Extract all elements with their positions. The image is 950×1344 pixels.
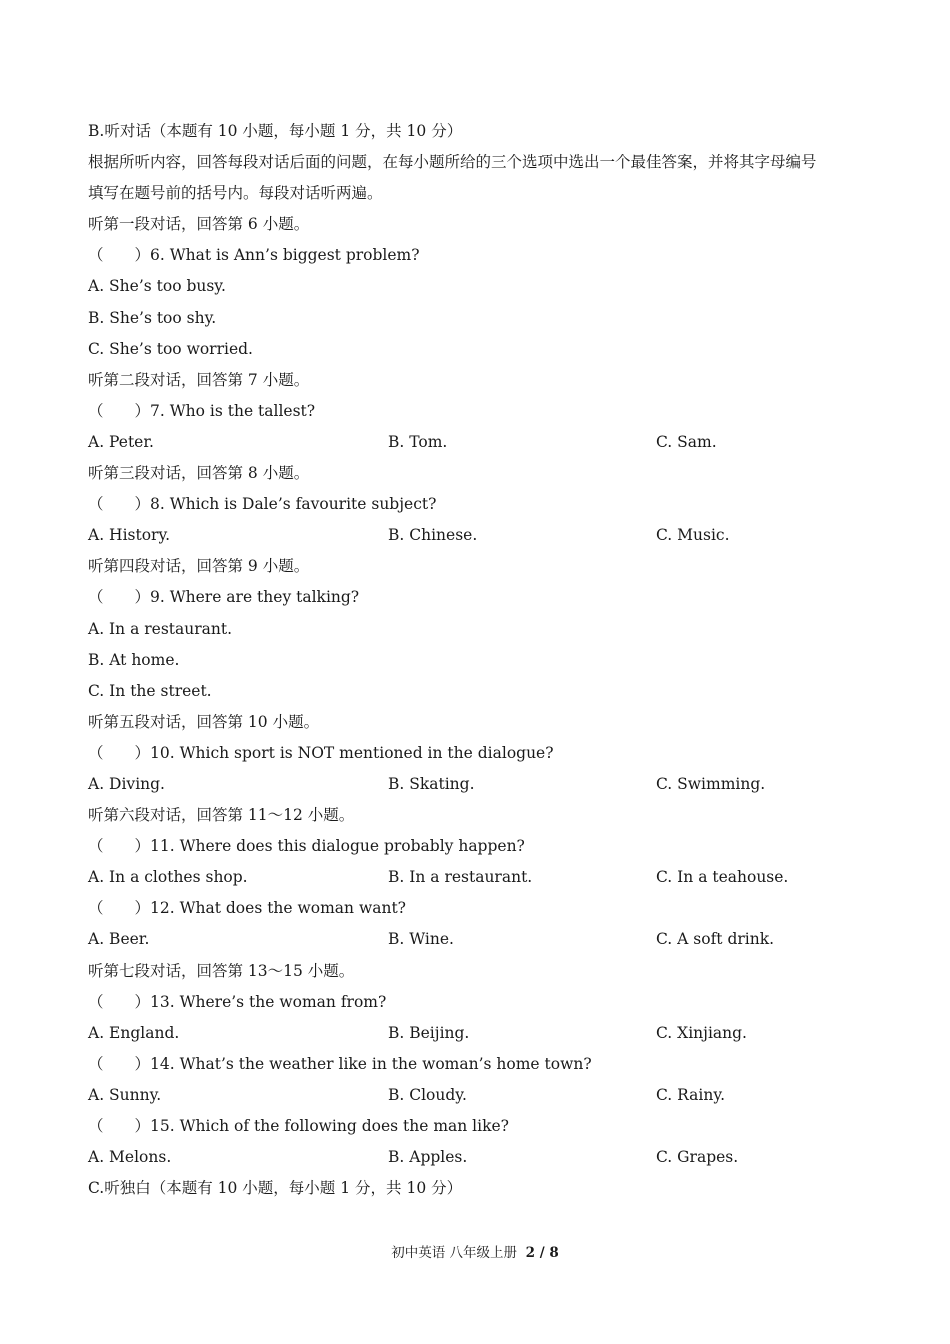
dialogue-3-heading: 听第三段对话，回答第 8 小题。 <box>88 464 310 483</box>
question-7: （ ）7. Who is the tallest? <box>88 401 316 420</box>
question-9: （ ）9. Where are they talking? <box>88 588 360 607</box>
section-b-title: B.听对话（本题有 10 小题，每小题 1 分，共 10 分） <box>88 122 463 140</box>
q12-option-b: B. Wine. <box>388 930 454 949</box>
question-14: （ ）14. What’s the weather like in the woman’s home town? <box>88 1054 592 1073</box>
q12-option-c: C. A soft drink. <box>656 930 775 949</box>
question-11: （ ）11. Where does this dialogue probably happen? <box>88 837 525 856</box>
footer-label: 初中英语 八年级上册 <box>391 1245 518 1261</box>
question-10: （ ）10. Which sport is NOT mentioned in the dialogue? <box>88 743 554 762</box>
q6-option-c: C. She’s too worried. <box>88 339 253 358</box>
q15-option-c: C. Grapes. <box>656 1148 739 1167</box>
q15-options <box>88 1142 868 1173</box>
q7-options <box>88 427 868 458</box>
q9-option-b: B. At home. <box>88 650 180 669</box>
question-8: （ ）8. Which is Dale’s favourite subject? <box>88 495 437 514</box>
q13-options <box>88 1018 868 1049</box>
q15-option-b: B. Apples. <box>388 1148 468 1167</box>
question-6: （ ）6. What is Ann’s biggest problem? <box>88 246 420 265</box>
q12-option-a: A. Beer. <box>88 930 150 949</box>
question-12: （ ）12. What does the woman want? <box>88 899 406 918</box>
q9-option-a: A. In a restaurant. <box>88 619 233 638</box>
q8-option-c: C. Music. <box>656 526 730 545</box>
q6-option-a: A. She’s too busy. <box>88 277 226 296</box>
q14-option-c: C. Rainy. <box>656 1085 725 1104</box>
q10-option-a: A. Diving. <box>88 774 165 793</box>
q8-option-a: A. History. <box>88 526 171 545</box>
dialogue-7-heading: 听第七段对话，回答第 13～15 小题。 <box>88 961 355 980</box>
exam-page <box>88 116 868 1204</box>
page-number: 2 / 8 <box>525 1245 559 1261</box>
q14-option-a: A. Sunny. <box>88 1085 162 1104</box>
q12-options <box>88 924 868 955</box>
page-footer <box>0 1243 950 1263</box>
q13-option-b: B. Beijing. <box>388 1023 470 1042</box>
question-13: （ ）13. Where’s the woman from? <box>88 992 387 1011</box>
section-b-instruction-2: 填写在题号前的括号内。每段对话听两遍。 <box>88 184 383 203</box>
dialogue-4-heading: 听第四段对话，回答第 9 小题。 <box>88 557 310 576</box>
q8-option-b: B. Chinese. <box>388 526 478 545</box>
q15-option-a: A. Melons. <box>88 1148 172 1167</box>
section-c-title: C.听独白（本题有 10 小题，每小题 1 分，共 10 分） <box>88 1179 463 1198</box>
dialogue-5-heading: 听第五段对话，回答第 10 小题。 <box>88 712 320 731</box>
q11-option-c: C. In a teahouse. <box>656 868 789 887</box>
q6-option-b: B. She’s too shy. <box>88 308 217 327</box>
q14-options <box>88 1080 868 1111</box>
dialogue-2-heading: 听第二段对话，回答第 7 小题。 <box>88 370 310 389</box>
q13-option-a: A. England. <box>88 1023 180 1042</box>
q10-option-c: C. Swimming. <box>656 774 766 793</box>
q11-option-b: B. In a restaurant. <box>388 868 533 887</box>
q11-options <box>88 862 868 893</box>
q11-option-a: A. In a clothes shop. <box>88 868 248 887</box>
question-15: （ ）15. Which of the following does the man like? <box>88 1117 509 1135</box>
q9-option-c: C. In the street. <box>88 681 212 700</box>
section-b-instruction-1: 根据所听内容，回答每段对话后面的问题，在每小题所给的三个选项中选出一个最佳答案，并将其字母编号 <box>88 153 817 172</box>
dialogue-6-heading: 听第六段对话，回答第 11～12 小题。 <box>88 806 355 825</box>
q7-option-a: A. Peter. <box>88 432 154 451</box>
q8-options <box>88 520 868 551</box>
q10-option-b: B. Skating. <box>388 774 475 793</box>
q7-option-b: B. Tom. <box>388 432 448 451</box>
dialogue-1-heading: 听第一段对话，回答第 6 小题。 <box>88 215 310 234</box>
q7-option-c: C. Sam. <box>656 432 717 451</box>
q14-option-b: B. Cloudy. <box>388 1085 467 1104</box>
q13-option-c: C. Xinjiang. <box>656 1023 747 1042</box>
q10-options <box>88 769 868 800</box>
